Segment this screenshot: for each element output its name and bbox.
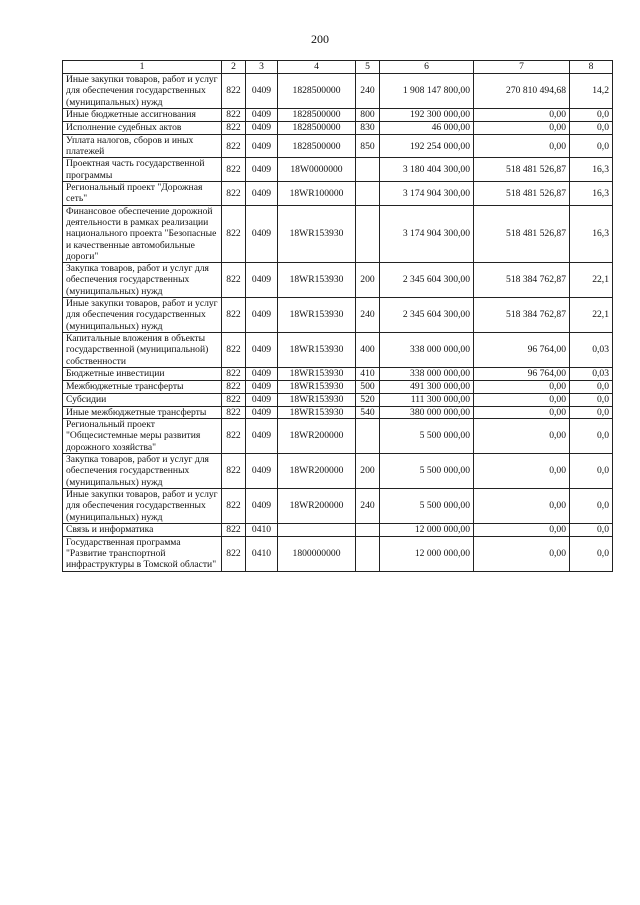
row-actual-amount: 96 764,00 bbox=[474, 367, 570, 380]
row-plan-amount: 5 500 000,00 bbox=[380, 454, 474, 489]
row-plan-amount: 2 345 604 300,00 bbox=[380, 263, 474, 298]
table-row bbox=[63, 454, 613, 489]
column-header: 2 bbox=[222, 61, 246, 74]
row-percent: 0,0 bbox=[570, 419, 613, 454]
row-ministry-code: 822 bbox=[222, 367, 246, 380]
row-target-code: 1828500000 bbox=[278, 121, 356, 134]
table-row bbox=[63, 488, 613, 523]
row-expense-type bbox=[356, 419, 380, 454]
row-target-code: 18WR153930 bbox=[278, 393, 356, 406]
table-row bbox=[63, 298, 613, 333]
row-target-code: 1800000000 bbox=[278, 536, 356, 571]
row-percent: 16,3 bbox=[570, 158, 613, 182]
row-expense-type: 200 bbox=[356, 263, 380, 298]
row-section-code: 0410 bbox=[246, 536, 278, 571]
row-expense-type: 540 bbox=[356, 406, 380, 418]
row-expense-type bbox=[356, 536, 380, 571]
row-ministry-code: 822 bbox=[222, 74, 246, 109]
row-ministry-code: 822 bbox=[222, 406, 246, 418]
row-actual-amount: 0,00 bbox=[474, 536, 570, 571]
row-target-code: 1828500000 bbox=[278, 108, 356, 121]
row-percent: 0,0 bbox=[570, 523, 613, 536]
table-row bbox=[63, 182, 613, 206]
row-expense-type: 200 bbox=[356, 454, 380, 489]
row-ministry-code: 822 bbox=[222, 182, 246, 206]
table-row bbox=[63, 419, 613, 454]
column-header: 8 bbox=[570, 61, 613, 74]
row-target-code: 18WR153930 bbox=[278, 406, 356, 418]
row-expense-type: 500 bbox=[356, 380, 380, 393]
row-actual-amount: 0,00 bbox=[474, 488, 570, 523]
row-plan-amount: 1 908 147 800,00 bbox=[380, 74, 474, 109]
row-section-code: 0409 bbox=[246, 332, 278, 367]
row-name: Иные закупки товаров, работ и услуг для обеспечения государственных (муниципальных) нужд bbox=[63, 298, 222, 333]
row-plan-amount: 192 254 000,00 bbox=[380, 134, 474, 158]
table-row bbox=[63, 367, 613, 380]
table-row bbox=[63, 205, 613, 262]
row-expense-type bbox=[356, 182, 380, 206]
row-ministry-code: 822 bbox=[222, 134, 246, 158]
row-name: Региональный проект "Общесистемные меры развития дорожного хозяйства" bbox=[63, 419, 222, 454]
row-expense-type: 240 bbox=[356, 298, 380, 333]
table-row bbox=[63, 406, 613, 418]
row-actual-amount: 0,00 bbox=[474, 419, 570, 454]
row-section-code: 0409 bbox=[246, 263, 278, 298]
row-plan-amount: 46 000,00 bbox=[380, 121, 474, 134]
row-ministry-code: 822 bbox=[222, 332, 246, 367]
row-expense-type: 240 bbox=[356, 488, 380, 523]
row-actual-amount: 0,00 bbox=[474, 380, 570, 393]
row-plan-amount: 3 174 904 300,00 bbox=[380, 182, 474, 206]
row-plan-amount: 192 300 000,00 bbox=[380, 108, 474, 121]
row-percent: 0,03 bbox=[570, 332, 613, 367]
row-expense-type bbox=[356, 205, 380, 262]
row-percent: 0,0 bbox=[570, 380, 613, 393]
row-name: Межбюджетные трансферты bbox=[63, 380, 222, 393]
row-plan-amount: 338 000 000,00 bbox=[380, 332, 474, 367]
row-plan-amount: 380 000 000,00 bbox=[380, 406, 474, 418]
row-expense-type bbox=[356, 158, 380, 182]
row-target-code: 18WR100000 bbox=[278, 182, 356, 206]
row-percent: 0,03 bbox=[570, 367, 613, 380]
row-plan-amount: 2 345 604 300,00 bbox=[380, 298, 474, 333]
row-ministry-code: 822 bbox=[222, 158, 246, 182]
row-percent: 0,0 bbox=[570, 536, 613, 571]
row-percent: 0,0 bbox=[570, 406, 613, 418]
row-plan-amount: 111 300 000,00 bbox=[380, 393, 474, 406]
row-section-code: 0409 bbox=[246, 205, 278, 262]
row-ministry-code: 822 bbox=[222, 419, 246, 454]
table-row bbox=[63, 380, 613, 393]
row-ministry-code: 822 bbox=[222, 380, 246, 393]
row-target-code: 18WR153930 bbox=[278, 367, 356, 380]
row-actual-amount: 0,00 bbox=[474, 121, 570, 134]
row-actual-amount: 518 481 526,87 bbox=[474, 158, 570, 182]
row-ministry-code: 822 bbox=[222, 298, 246, 333]
row-section-code: 0410 bbox=[246, 523, 278, 536]
row-ministry-code: 822 bbox=[222, 488, 246, 523]
row-actual-amount: 518 481 526,87 bbox=[474, 182, 570, 206]
row-target-code: 18WR153930 bbox=[278, 332, 356, 367]
row-ministry-code: 822 bbox=[222, 205, 246, 262]
row-actual-amount: 270 810 494,68 bbox=[474, 74, 570, 109]
row-plan-amount: 3 174 904 300,00 bbox=[380, 205, 474, 262]
table-row bbox=[63, 332, 613, 367]
row-actual-amount: 0,00 bbox=[474, 134, 570, 158]
column-header: 5 bbox=[356, 61, 380, 74]
row-ministry-code: 822 bbox=[222, 523, 246, 536]
row-percent: 0,0 bbox=[570, 121, 613, 134]
row-actual-amount: 96 764,00 bbox=[474, 332, 570, 367]
row-name: Иные закупки товаров, работ и услуг для обеспечения государственных (муниципальных) нужд bbox=[63, 74, 222, 109]
page-number: 200 bbox=[311, 32, 329, 46]
row-target-code: 18WR200000 bbox=[278, 454, 356, 489]
row-section-code: 0409 bbox=[246, 121, 278, 134]
table-row bbox=[63, 158, 613, 182]
column-header: 3 bbox=[246, 61, 278, 74]
row-name: Бюджетные инвестиции bbox=[63, 367, 222, 380]
row-target-code: 18W0000000 bbox=[278, 158, 356, 182]
row-actual-amount: 0,00 bbox=[474, 393, 570, 406]
row-target-code: 18WR153930 bbox=[278, 263, 356, 298]
row-actual-amount: 518 384 762,87 bbox=[474, 298, 570, 333]
row-name: Капитальные вложения в объекты государственной (муниципальной) собственности bbox=[63, 332, 222, 367]
row-target-code: 18WR153930 bbox=[278, 298, 356, 333]
row-section-code: 0409 bbox=[246, 393, 278, 406]
table-row bbox=[63, 263, 613, 298]
row-name: Региональный проект "Дорожная сеть" bbox=[63, 182, 222, 206]
row-expense-type: 850 bbox=[356, 134, 380, 158]
row-plan-amount: 338 000 000,00 bbox=[380, 367, 474, 380]
column-header: 1 bbox=[63, 61, 222, 74]
row-percent: 0,0 bbox=[570, 134, 613, 158]
row-ministry-code: 822 bbox=[222, 263, 246, 298]
row-ministry-code: 822 bbox=[222, 393, 246, 406]
row-percent: 22,1 bbox=[570, 298, 613, 333]
row-section-code: 0409 bbox=[246, 182, 278, 206]
table-row bbox=[63, 121, 613, 134]
row-expense-type: 800 bbox=[356, 108, 380, 121]
row-actual-amount: 518 384 762,87 bbox=[474, 263, 570, 298]
row-section-code: 0409 bbox=[246, 488, 278, 523]
row-target-code bbox=[278, 523, 356, 536]
budget-table bbox=[62, 60, 613, 572]
row-expense-type: 240 bbox=[356, 74, 380, 109]
row-plan-amount: 3 180 404 300,00 bbox=[380, 158, 474, 182]
row-name: Государственная программа "Развитие транспортной инфраструктуры в Томской области" bbox=[63, 536, 222, 571]
row-plan-amount: 491 300 000,00 bbox=[380, 380, 474, 393]
row-actual-amount: 518 481 526,87 bbox=[474, 205, 570, 262]
row-expense-type: 410 bbox=[356, 367, 380, 380]
row-name: Субсидии bbox=[63, 393, 222, 406]
row-section-code: 0409 bbox=[246, 454, 278, 489]
row-name: Иные закупки товаров, работ и услуг для обеспечения государственных (муниципальных) нужд bbox=[63, 488, 222, 523]
row-section-code: 0409 bbox=[246, 367, 278, 380]
row-target-code: 18WR200000 bbox=[278, 488, 356, 523]
row-section-code: 0409 bbox=[246, 108, 278, 121]
row-target-code: 1828500000 bbox=[278, 134, 356, 158]
table-row bbox=[63, 393, 613, 406]
row-plan-amount: 12 000 000,00 bbox=[380, 523, 474, 536]
row-name: Иные бюджетные ассигнования bbox=[63, 108, 222, 121]
row-percent: 16,3 bbox=[570, 182, 613, 206]
row-percent: 16,3 bbox=[570, 205, 613, 262]
row-actual-amount: 0,00 bbox=[474, 406, 570, 418]
row-percent: 0,0 bbox=[570, 393, 613, 406]
row-name: Проектная часть государственной программы bbox=[63, 158, 222, 182]
row-actual-amount: 0,00 bbox=[474, 108, 570, 121]
row-name: Финансовое обеспечение дорожной деятельности в рамках реализации национального проекта "Безопасные и качественные автомобильные дороги" bbox=[63, 205, 222, 262]
header-row bbox=[63, 61, 613, 74]
row-actual-amount: 0,00 bbox=[474, 454, 570, 489]
row-percent: 0,0 bbox=[570, 488, 613, 523]
row-name: Связь и информатика bbox=[63, 523, 222, 536]
table-row bbox=[63, 74, 613, 109]
row-expense-type: 400 bbox=[356, 332, 380, 367]
column-header: 4 bbox=[278, 61, 356, 74]
row-percent: 0,0 bbox=[570, 108, 613, 121]
column-header: 6 bbox=[380, 61, 474, 74]
row-name: Исполнение судебных актов bbox=[63, 121, 222, 134]
row-percent: 22,1 bbox=[570, 263, 613, 298]
row-plan-amount: 5 500 000,00 bbox=[380, 488, 474, 523]
table-row bbox=[63, 134, 613, 158]
row-plan-amount: 12 000 000,00 bbox=[380, 536, 474, 571]
row-target-code: 18WR153930 bbox=[278, 380, 356, 393]
row-name: Закупка товаров, работ и услуг для обеспечения государственных (муниципальных) нужд bbox=[63, 263, 222, 298]
row-target-code: 18WR200000 bbox=[278, 419, 356, 454]
table-row bbox=[63, 523, 613, 536]
row-section-code: 0409 bbox=[246, 298, 278, 333]
row-section-code: 0409 bbox=[246, 134, 278, 158]
row-section-code: 0409 bbox=[246, 158, 278, 182]
row-ministry-code: 822 bbox=[222, 108, 246, 121]
row-name: Уплата налогов, сборов и иных платежей bbox=[63, 134, 222, 158]
column-header: 7 bbox=[474, 61, 570, 74]
row-section-code: 0409 bbox=[246, 419, 278, 454]
row-percent: 14,2 bbox=[570, 74, 613, 109]
row-name: Закупка товаров, работ и услуг для обеспечения государственных (муниципальных) нужд bbox=[63, 454, 222, 489]
row-expense-type: 520 bbox=[356, 393, 380, 406]
row-ministry-code: 822 bbox=[222, 536, 246, 571]
row-section-code: 0409 bbox=[246, 380, 278, 393]
row-section-code: 0409 bbox=[246, 406, 278, 418]
row-target-code: 1828500000 bbox=[278, 74, 356, 109]
row-actual-amount: 0,00 bbox=[474, 523, 570, 536]
row-ministry-code: 822 bbox=[222, 121, 246, 134]
row-percent: 0,0 bbox=[570, 454, 613, 489]
row-expense-type: 830 bbox=[356, 121, 380, 134]
row-target-code: 18WR153930 bbox=[278, 205, 356, 262]
table-row bbox=[63, 108, 613, 121]
row-section-code: 0409 bbox=[246, 74, 278, 109]
row-name: Иные межбюджетные трансферты bbox=[63, 406, 222, 418]
row-plan-amount: 5 500 000,00 bbox=[380, 419, 474, 454]
row-ministry-code: 822 bbox=[222, 454, 246, 489]
table-row bbox=[63, 536, 613, 571]
row-expense-type bbox=[356, 523, 380, 536]
